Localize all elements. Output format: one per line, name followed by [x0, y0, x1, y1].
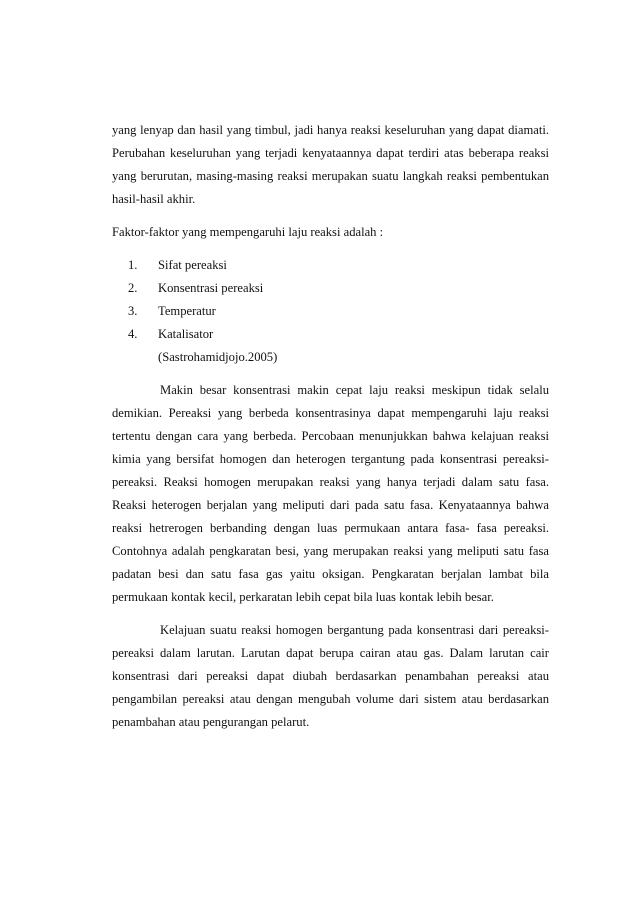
spacer: [112, 244, 549, 254]
list-number: 4.: [128, 327, 138, 341]
list-number: 2.: [128, 281, 138, 295]
list-item: [112, 254, 549, 277]
list-number: 3.: [128, 304, 138, 318]
list-text: Katalisator: [158, 327, 214, 341]
intro-paragraph: yang lenyap dan hasil yang timbul, jadi hanya reaksi keseluruhan yang dapat diamati. Perubahan keseluruhan yang terjadi kenyataannya dapat terdiri atas beberapa reaksi yang berurutan, masing-masing reaksi merupakan suatu langkah reaksi pembentukan hasil-hasil akhir.: [112, 123, 549, 206]
body-paragraph-2: Makin besar konsentrasi makin cepat laju reaksi meskipun tidak selalu demikian. Pereaksi yang berbeda konsentrasinya dapat mempengaruhi laju reaksi tertentu dengan cara yang berbeda. Percobaan menunjukkan bahwa kelajuan reaksi kimia yang bersifat homogen dan heterogen tergantung pada konsentrasi pereaksi- pereaksi. Reaksi homogen merupakan reaksi yang hanya terjadi dalam satu fasa. Reaksi heterogen berjalan yang meliputi dari pada satu fasa. Kenyataannya bahwa reaksi hetrerogen berbanding dengan luas permukaan antara fasa- fasa pereaksi. Contohnya adalah pengkaratan besi, yang merupakan reaksi yang meliputi satu fasa padatan besi dan satu fasa gas yaitu oksigan. Pengkaratan berjalan lambat bila permukaan kontak kecil, perkaratan lebih cepat bila luas kontak lebih besar.: [112, 383, 549, 604]
factors-list: [112, 254, 549, 346]
list-item: [112, 300, 549, 323]
body-paragraph-3: Kelajuan suatu reaksi homogen bergantung pada konsentrasi dari pereaksi-pereaksi dalam larutan. Larutan dapat berupa cairan atau gas. Dalam larutan cair konsentrasi dari pereaksi dapat diubah berdasarkan penambahan pereaksi atau pengambilan pereaksi atau dengan mengubah volume dari sistem atau berdasarkan penambahan atau pengurangan pelarut.: [112, 623, 549, 729]
list-text: Temperatur: [158, 304, 216, 318]
spacer: [112, 609, 549, 619]
list-text: Sifat pereaksi: [158, 258, 227, 272]
spacer: [112, 211, 549, 221]
spacer: [112, 369, 549, 379]
list-item: [112, 323, 549, 346]
document-page: [112, 119, 549, 734]
list-text: Konsentrasi pereaksi: [158, 281, 264, 295]
list-item: [112, 277, 549, 300]
list-number: 1.: [128, 258, 138, 272]
factors-heading: Faktor-faktor yang mempengaruhi laju reaksi adalah :: [112, 225, 384, 239]
citation: (Sastrohamidjojo.2005): [158, 350, 278, 364]
